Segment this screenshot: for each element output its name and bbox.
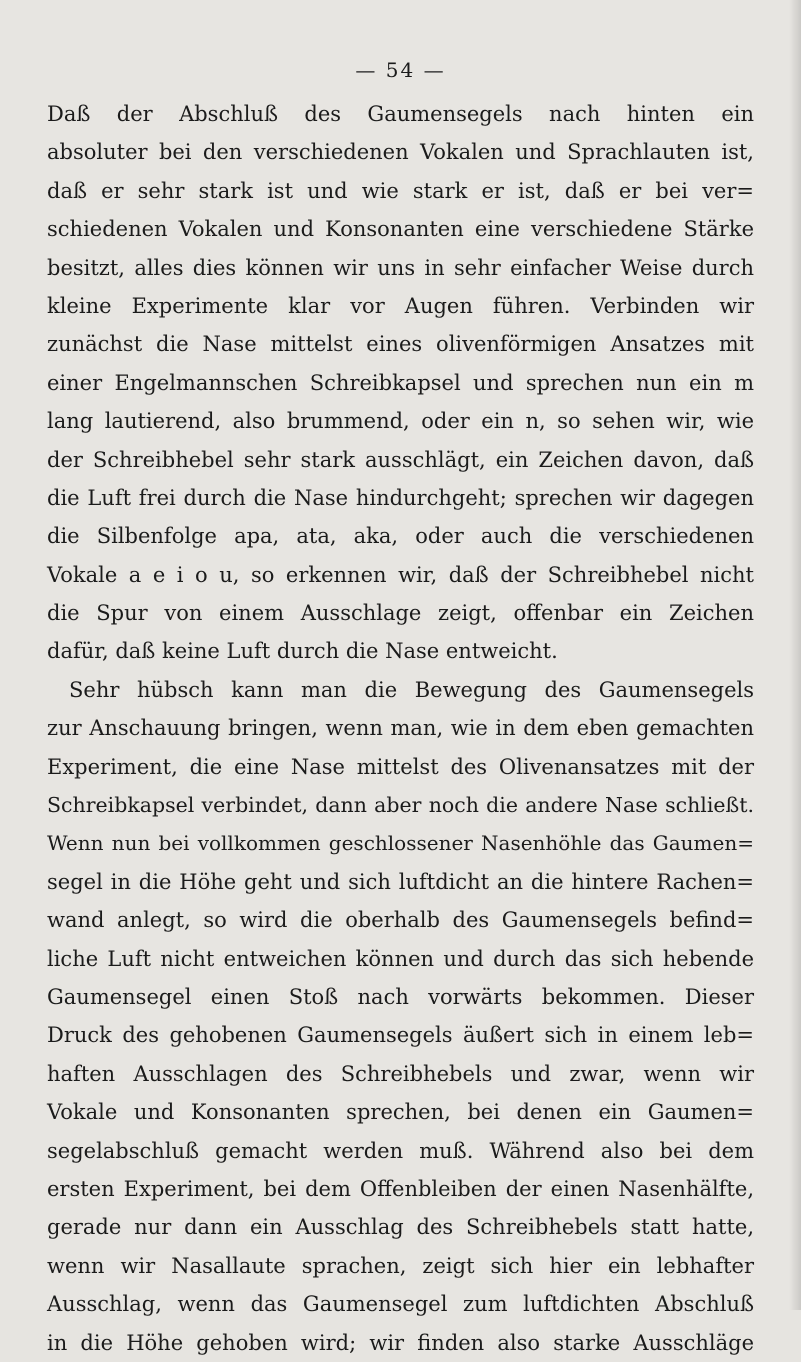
- text-line: absoluter bei den verschiedenen Vokalen und Sprachlauten ist,: [47, 140, 754, 165]
- text-line: Vokale a e i o u, so erkennen wir, daß der Schreibhebel nicht: [47, 562, 754, 587]
- text-line: besitzt, alles dies können wir uns in sehr einfacher Weise durch: [47, 255, 754, 280]
- text-line: wand anlegt, so wird die oberhalb des Gaumensegels befind=: [47, 908, 754, 933]
- text-line: wenn wir Nasallaute sprachen, zeigt sich hier ein lebhafter: [47, 1253, 754, 1278]
- page-edge-shadow: [789, 0, 801, 1310]
- text-line: zunächst die Nase mittelst eines olivenförmigen Ansatzes mit: [47, 332, 754, 357]
- text-line: Experiment, die eine Nase mittelst des Olivenansatzes mit der: [47, 754, 754, 779]
- text-line: segelabschluß gemacht werden muß. Während also bei dem: [47, 1138, 754, 1163]
- text-line: schiedenen Vokalen und Konsonanten eine verschiedene Stärke: [47, 217, 754, 242]
- text-line: die Luft frei durch die Nase hindurchgeht; sprechen wir dagegen: [47, 485, 754, 510]
- text-line: haften Ausschlagen des Schreibhebels und zwar, wenn wir: [47, 1061, 754, 1086]
- text-line: daß er sehr stark ist und wie stark er ist, daß er bei ver=: [47, 178, 754, 203]
- text-line: zur Anschauung bringen, wenn man, wie in dem eben gemachten: [47, 716, 754, 741]
- text-line: liche Luft nicht entweichen können und durch das sich hebende: [47, 946, 754, 971]
- text-line: Gaumensegel einen Stoß nach vorwärts bekommen. Dieser: [47, 984, 754, 1009]
- text-line: Schreibkapsel verbindet, dann aber noch die andere Nase schließt.: [47, 793, 754, 818]
- text-line: Vokale und Konsonanten sprechen, bei denen ein Gaumen=: [47, 1100, 754, 1125]
- text-line: Druck des gehobenen Gaumensegels äußert sich in einem leb=: [47, 1023, 754, 1048]
- text-line: ersten Experiment, bei dem Offenbleiben der einen Nasenhälfte,: [47, 1176, 754, 1201]
- text-line: der Schreibhebel sehr stark ausschlägt, ein Zeichen davon, daß: [47, 447, 754, 472]
- text-line: Daß der Abschluß des Gaumensegels nach hinten ein: [47, 102, 754, 126]
- text-line: kleine Experimente klar vor Augen führen. Verbinden wir: [47, 293, 754, 318]
- text-line: einer Engelmannschen Schreibkapsel und sprechen nun ein m: [47, 370, 754, 395]
- text-line: Wenn nun bei vollkommen geschlossener Nasenhöhle das Gaumen=: [47, 831, 754, 856]
- text-line: die Spur von einem Ausschlage zeigt, offenbar ein Zeichen: [47, 601, 754, 626]
- text-line: Ausschlag, wenn das Gaumensegel zum luftdichten Abschluß: [47, 1292, 754, 1317]
- text-line: die Silbenfolge apa, ata, aka, oder auch die verschiedenen: [47, 524, 754, 549]
- text-line: lang lautierend, also brummend, oder ein n, so sehen wir, wie: [47, 409, 754, 434]
- text-line: dafür, daß keine Luft durch die Nase entweicht.: [47, 639, 558, 664]
- text-line: gerade nur dann ein Ausschlag des Schreibhebels statt hatte,: [47, 1215, 754, 1240]
- page-number-header: — 54 —: [355, 58, 446, 82]
- text-line: Sehr hübsch kann man die Bewegung des Gaumensegels: [69, 677, 754, 702]
- text-line: in die Höhe gehoben wird; wir finden also starke Ausschläge: [47, 1330, 754, 1355]
- text-line: segel in die Höhe geht und sich luftdicht an die hintere Rachen=: [47, 869, 754, 894]
- body-text: [47, 95, 754, 1362]
